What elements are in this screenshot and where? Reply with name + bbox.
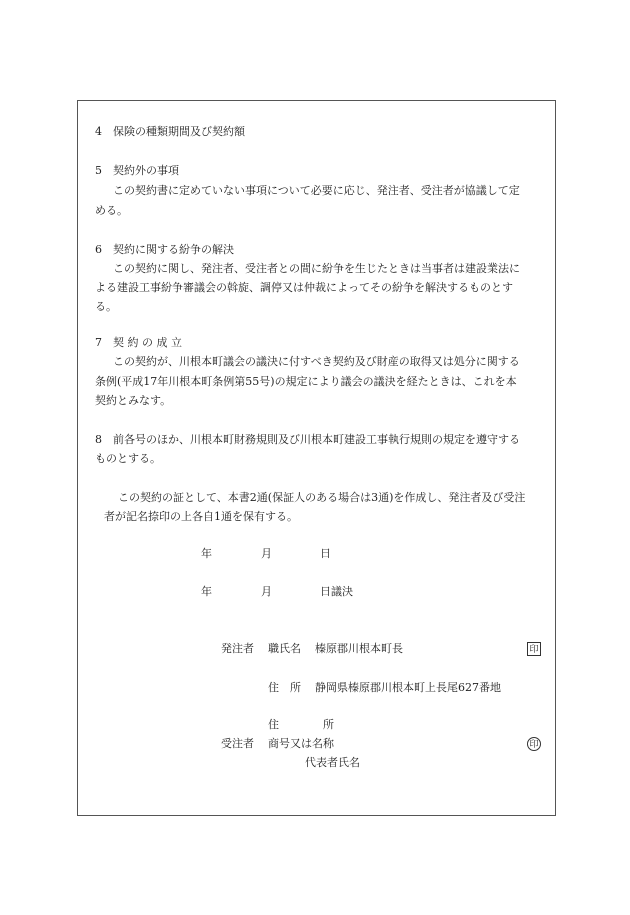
section-6-number: 6 <box>95 243 102 256</box>
section-8-line-2: ものとする。 <box>95 452 161 465</box>
section-5-heading: 契約外の事項 <box>113 164 179 177</box>
orderer-address-label: 住 所 <box>268 681 301 694</box>
orderer-title-label: 職氏名 <box>268 642 301 655</box>
section-5-number: 5 <box>95 164 102 177</box>
section-7-heading: 契 約 の 成 立 <box>113 336 182 349</box>
orderer-role-label: 発注者 <box>221 642 254 655</box>
section-4-number: 4 <box>95 125 102 138</box>
section-5-line-1: この契約書に定めていない事項について必要に応じ、発注者、受注者が協議して定 <box>113 184 520 197</box>
closing-line-1: この契約の証として、本書2通(保証人のある場合は3通)を作成し、発注者及び受注 <box>118 491 526 504</box>
resolution-year-label: 年 <box>201 585 212 598</box>
section-8-line-1: 前各号のほか、川根本町財務規則及び川根本町建設工事執行規則の規定を遵守する <box>113 433 520 446</box>
section-7-line-1: この契約が、川根本町議会の議決に付すべき契約及び財産の取得又は処分に関する <box>113 355 520 368</box>
date-day-label: 日 <box>320 547 331 560</box>
contractor-address-label: 住 所 <box>268 718 334 731</box>
orderer-seal-icon: 印 <box>527 642 541 656</box>
orderer-address-value: 静岡県榛原郡川根本町上長尾627番地 <box>315 681 501 694</box>
contractor-role-label: 受注者 <box>221 737 254 750</box>
resolution-month-label: 月 <box>261 585 272 598</box>
resolution-day-label: 日議決 <box>320 585 353 598</box>
contractor-seal-icon: 印 <box>527 737 541 751</box>
date-year-label: 年 <box>201 547 212 560</box>
section-8-number: 8 <box>95 433 102 446</box>
contractor-name-label: 商号又は名称 <box>268 737 334 750</box>
date-month-label: 月 <box>261 547 272 560</box>
section-7-number: 7 <box>95 336 102 349</box>
section-6-line-1: この契約に関し、発注者、受注者との間に紛争を生じたときは当事者は建設業法に <box>113 262 520 275</box>
section-6-heading: 契約に関する紛争の解決 <box>113 243 234 256</box>
section-5-line-2: める。 <box>95 204 128 217</box>
contract-page-frame <box>77 100 556 816</box>
section-4-heading: 保険の種類期間及び契約額 <box>113 125 245 138</box>
section-7-line-3: 契約とみなす。 <box>95 394 172 407</box>
orderer-title-value: 榛原郡川根本町長 <box>315 642 403 655</box>
closing-line-2: 者が記名捺印の上各自1通を保有する。 <box>104 510 298 523</box>
section-6-line-3: る。 <box>95 300 117 313</box>
section-7-line-2: 条例(平成17年川根本町条例第55号)の規定により議会の議決を経たときは、これを本 <box>95 375 517 388</box>
section-6-line-2: よる建設工事紛争審議会の斡旋、調停又は仲裁によってその紛争を解決するものとす <box>95 281 513 294</box>
contractor-representative-label: 代表者氏名 <box>305 756 360 769</box>
